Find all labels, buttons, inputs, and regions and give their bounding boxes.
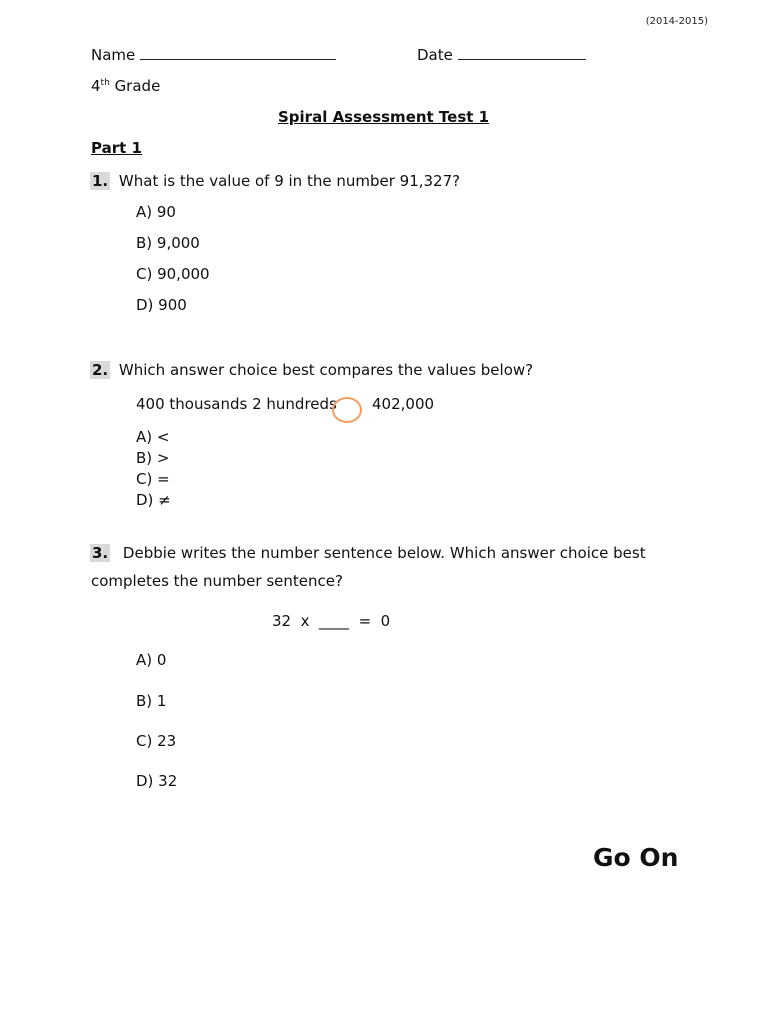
part-heading: Part 1 (91, 139, 142, 157)
answer-option[interactable]: B) > (136, 449, 170, 467)
question-number: 2. (92, 361, 109, 379)
go-on-label: Go On (593, 843, 679, 872)
question-text-continued: completes the number sentence? (91, 572, 343, 590)
number-sentence: 32 x ____ = 0 (272, 612, 391, 630)
school-year: (2014-2015) (645, 16, 708, 27)
question-3 (90, 544, 646, 562)
comparison-circle[interactable] (332, 397, 362, 423)
name-blank-line (140, 47, 336, 60)
answer-option[interactable]: A) < (136, 428, 170, 446)
answer-option[interactable]: C) = (136, 470, 170, 488)
question-2 (90, 361, 533, 379)
answer-option[interactable]: D) 900 (136, 296, 187, 314)
answer-option[interactable]: A) 90 (136, 203, 176, 221)
date-field (417, 46, 586, 64)
answer-option[interactable]: C) 23 (136, 732, 177, 750)
compare-right-value: 402,000 (372, 395, 435, 413)
grade-word: Grade (114, 77, 161, 95)
page-title: Spiral Assessment Test 1 (278, 108, 490, 126)
name-field (91, 46, 336, 64)
question-text: What is the value of 9 in the number 91,327? (118, 172, 461, 190)
name-label: Name (91, 46, 136, 64)
date-blank-line (458, 47, 586, 60)
grade-number: 4 (91, 77, 101, 95)
answer-option[interactable]: A) 0 (136, 651, 167, 669)
grade-superscript: th (100, 78, 110, 88)
answer-option[interactable]: D) ≠ (136, 491, 171, 509)
question-text: Which answer choice best compares the values below? (118, 361, 534, 379)
question-1 (90, 172, 460, 190)
question-text: Debbie writes the number sentence below. Which answer choice best (122, 544, 646, 562)
compare-left-value: 400 thousands 2 hundreds (136, 395, 337, 413)
grade-label (91, 77, 160, 95)
answer-option[interactable]: C) 90,000 (136, 265, 210, 283)
date-label: Date (417, 46, 453, 64)
answer-option[interactable]: D) 32 (136, 772, 178, 790)
question-number: 1. (92, 172, 109, 190)
question-number: 3. (92, 544, 109, 562)
answer-option[interactable]: B) 1 (136, 692, 167, 710)
answer-option[interactable]: B) 9,000 (136, 234, 200, 252)
